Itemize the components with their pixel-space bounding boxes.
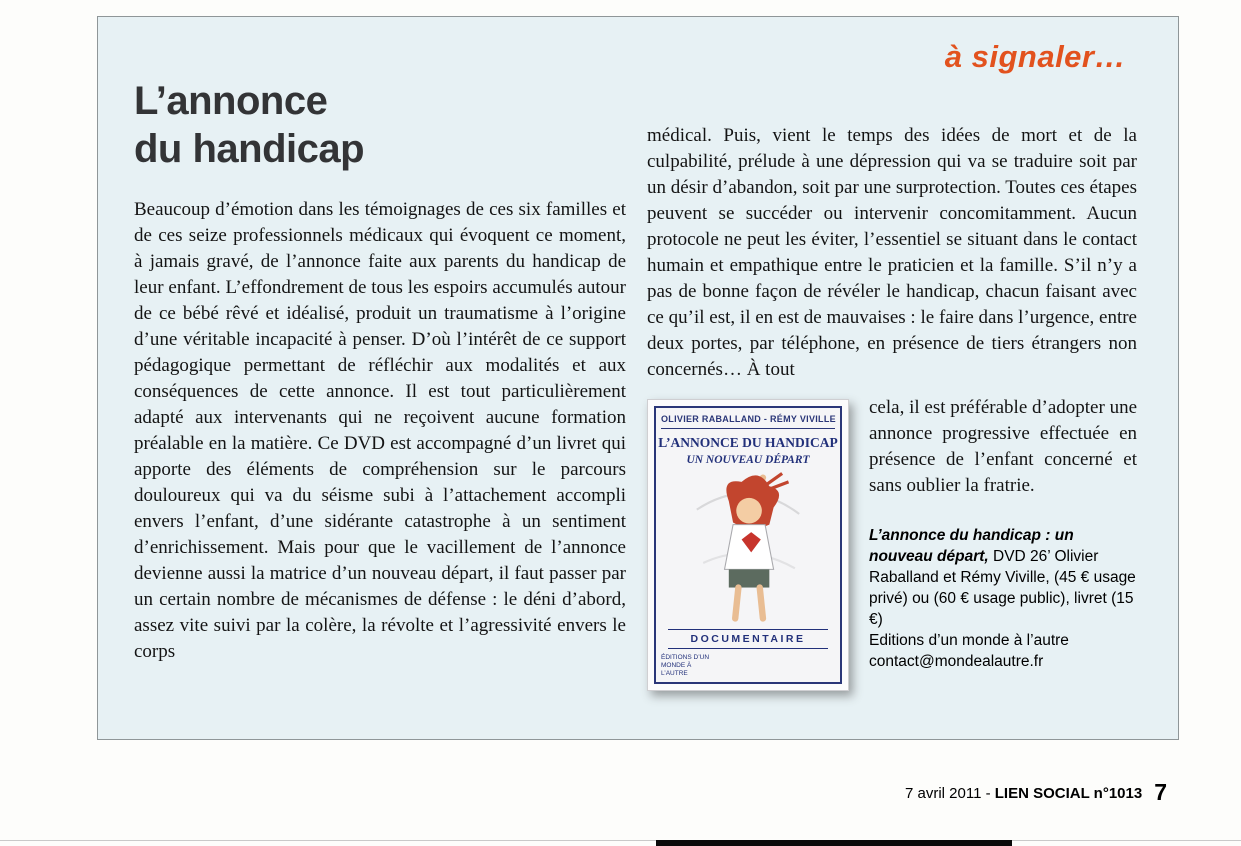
article-paragraph-right: médical. Puis, vient le temps des idées de mort et de la culpabilité, prélude à une dépression qui va se traduire soit par un désir d’abandon, soit par une surprotection. Toutes ces étapes peuvent se succéder ou intervenir concomitamment. Aucun protocole ne peut les éviter, l’essentiel se situant dans le contact humain et empathique entre le praticien et la famille. S’il n’y a pas de bonne façon de révéler le handicap, chacun faisant avec ce qu’il est, il en est de mauvaises : le faire dans l’urgence, entre deux portes, par téléphone, en présence de tiers étrangers non concernés… À tout (647, 125, 1137, 380)
article-title-line1: L’annonce (134, 79, 328, 123)
dvd-authors: OLIVIER RABALLAND - RÉMY VIVILLE (661, 414, 835, 429)
article-paragraph-left: Beaucoup d’émotion dans les témoignages de ces six familles et de ces seize professionnels médicaux qui évoquent ce moment, à jamais gravé, de l’annonce faite aux parents du handicap de leur enfant. L’effondrement de tous les espoirs accumulés autour de ce bébé rêvé et idéalisé, produit un traumatisme à l’origine d’une véritable incapacité à penser. D’où l’intérêt de ce support pédagogique permettant de réfléchir aux modalités et aux conséquences de cette annonce. Il est tout particulièrement adapté aux intervenants qui ne reçoivent aucune formation préalable en la matière. Ce DVD est accompagné d’un livret qui apporte des éléments de compréhension sur le parcours douloureux qui va du séisme subi à l’attachement accompli envers l’enfant, d’une sidérante catastrophe à un sentiment d’enrichissement. Mais pour que le vacillement de l’annonce devienne aussi la matrice d’un nouveau départ, il faut passer par un certain nombre de mécanismes de défense : le déni d’abord, assez vite suivi par la colère, la révolte et l’agressivité envers le corps (134, 199, 626, 662)
footer-date: 7 avril 2011 - (905, 785, 995, 802)
footer-page-number: 7 (1154, 779, 1167, 805)
footer-magazine-name: LIEN SOCIAL n°1013 (994, 785, 1143, 802)
dvd-genre-banner: DOCUMENTAIRE (668, 629, 828, 649)
girl-drawing-icon (673, 467, 823, 627)
article-column-right (647, 123, 1137, 697)
scan-artifact-bar (656, 840, 1012, 846)
caption-title: L’annonce du handicap : un nouveau départ, (869, 527, 1074, 565)
dvd-publisher-logo: ÉDITIONS D’UN MONDE À L’AUTRE (661, 653, 710, 677)
dvd-subtitle: UN NOUVEAU DÉPART (686, 454, 810, 466)
dvd-title: L’ANNONCE DU HANDICAP (658, 435, 838, 450)
media-and-caption-zone (647, 395, 1137, 677)
article-paragraph-wrapped: cela, il est préférable d’adopter une annonce progressive effectuée en présence de l’enfant concerné et sans oublier la fratrie. (869, 397, 1137, 496)
article-title (134, 77, 364, 173)
caption-publisher: Editions d’un monde à l’autre (869, 632, 1069, 649)
article-column-left (134, 197, 626, 665)
dvd-cover (647, 399, 849, 691)
scan-artifact-line (0, 840, 1241, 841)
section-label: à signaler… (944, 39, 1126, 74)
page-footer (905, 779, 1167, 806)
article-title-line2: du handicap (134, 127, 365, 171)
article-box (97, 16, 1179, 740)
dvd-cover-frame (654, 406, 842, 684)
dvd-illustration (661, 466, 835, 629)
caption-contact-email: contact@mondealautre.fr (869, 653, 1044, 670)
caption-details: DVD 26’ Olivier Raballand et Rémy Viville, (45 € usage privé) ou (60 € usage public), livret (15 €) (869, 548, 1136, 628)
